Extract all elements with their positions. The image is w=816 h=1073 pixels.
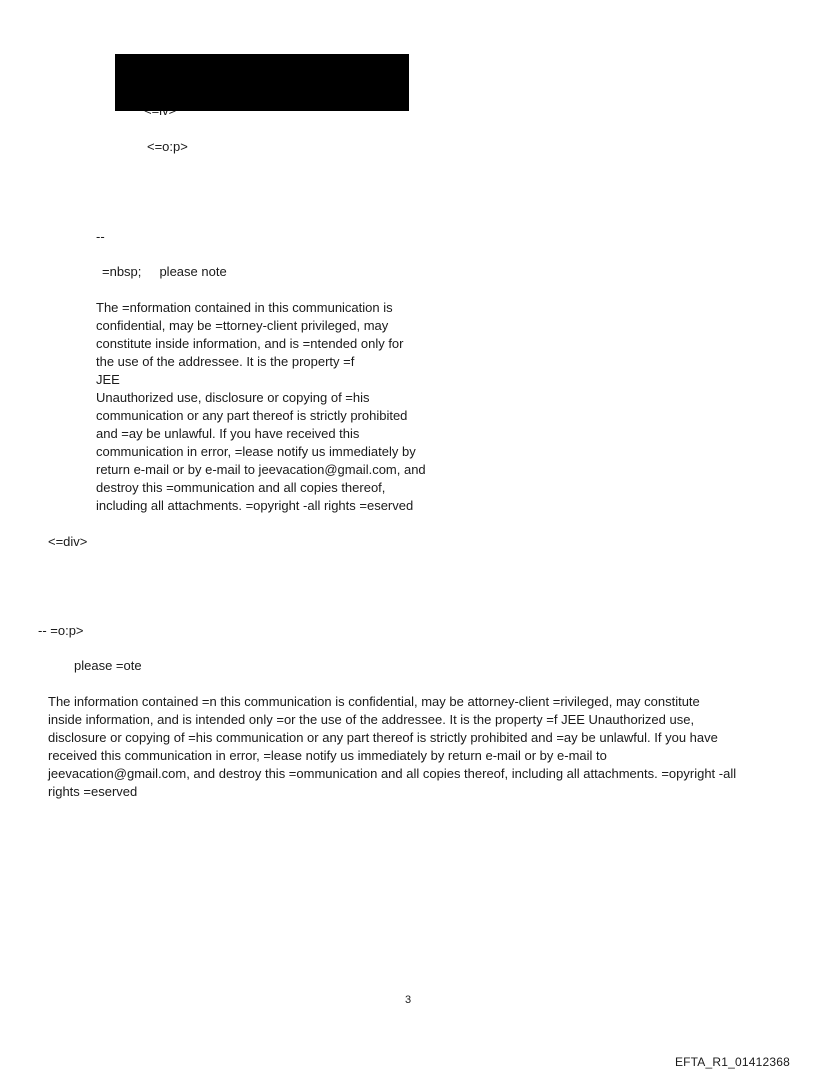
notice-line: The =nformation contained in this communication is	[96, 300, 393, 315]
please-note-line: please =ote	[74, 658, 142, 673]
notice-line: rights =eserved	[48, 784, 138, 799]
confidentiality-notice-wide	[48, 693, 778, 801]
notice-line: communication or any part thereof is strictly prohibited	[96, 408, 408, 423]
notice-line: inside information, and is intended only =or the use of the addressee. It is the property =f JEE Unauthorized use,	[48, 712, 695, 727]
dash-op-line: -- =o:p>	[38, 623, 84, 638]
notice-line: jeevacation@gmail.com, and destroy this =ommunication and all copies thereof, including all attachments. =opyright -all	[48, 766, 737, 781]
notice-line: disclosure or copying of =his communication or any part thereof is strictly prohibited and =ay be unlawful. If you have	[48, 730, 718, 745]
notice-line: confidential, may be =ttorney-client privileged, may	[96, 318, 389, 333]
notice-line: JEE	[96, 372, 120, 387]
confidentiality-notice-narrow	[96, 299, 456, 515]
notice-line: and =ay be unlawful. If you have received this	[96, 426, 360, 441]
document-id-footer: EFTA_R1_01412368	[674, 1055, 790, 1069]
dash-separator: --	[96, 229, 105, 244]
notice-line: return e-mail or by e-mail to jeevacation@gmail.com, and	[96, 462, 426, 477]
notice-line: communication in error, =lease notify us immediately by	[96, 444, 416, 459]
notice-line: including all attachments. =opyright -all rights =eserved	[96, 498, 414, 513]
notice-line: constitute inside information, and is =ntended only for	[96, 336, 404, 351]
notice-line: destroy this =ommunication and all copies thereof,	[96, 480, 386, 495]
notice-line: Unauthorized use, disclosure or copying of =his	[96, 390, 370, 405]
redaction-box	[115, 54, 409, 111]
notice-line: The information contained =n this communication is confidential, may be attorney-client =rivileged, may constitute	[48, 694, 700, 709]
page-number: 3	[404, 994, 412, 1006]
notice-line: received this communication in error, =lease notify us immediately by return e-mail or by e-mail to	[48, 748, 607, 763]
nbsp-please-note: =nbsp; please note	[102, 264, 227, 279]
op-tag-line: <=o:p>	[147, 139, 188, 154]
notice-line: the use of the addressee. It is the property =f	[96, 354, 355, 369]
div-tag-line: <=div>	[48, 534, 88, 549]
